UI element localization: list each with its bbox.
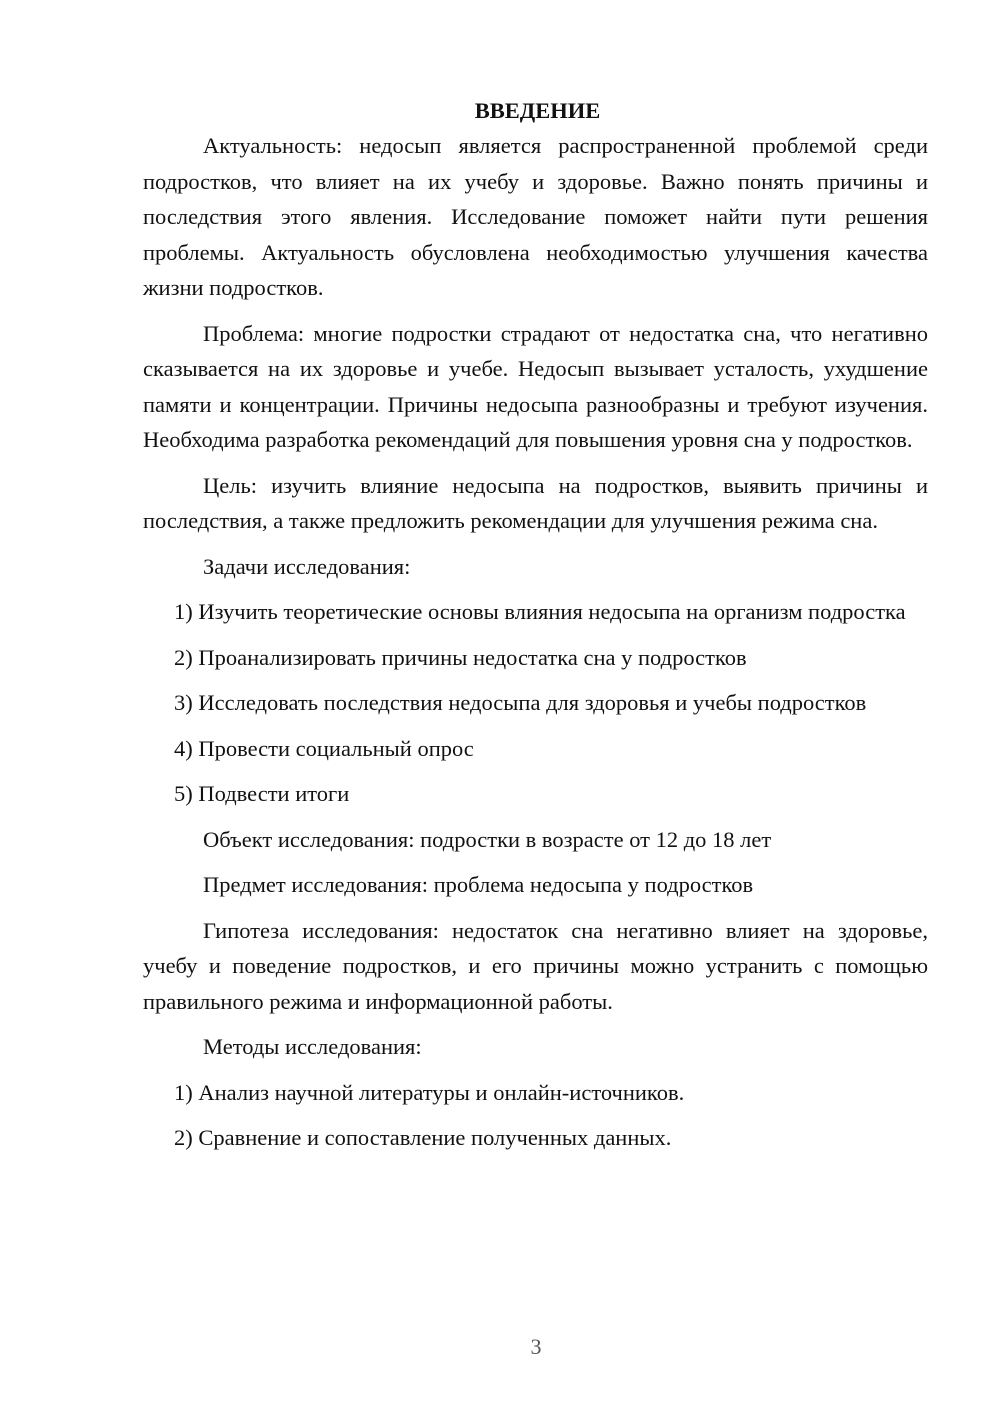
task-item-3: 3) Исследовать последствия недосыпа для здоровья и учебы подростков [174, 690, 867, 715]
task-item-2: 2) Проанализировать причины недостатка сна у подростков [174, 644, 747, 670]
task-item-5: 5) Подвести итоги [174, 781, 350, 806]
problem-paragraph: Проблема: многие подростки страдают от недостатка сна, что негативно сказывается на их здоровье и учебе. Недосып вызывает усталость, ухудшение памяти и концентрации. Причины недосыпа разнообразны и требуют изучения. Необходима разработка рекомендаций для повышения уровня сна у подростков. [143, 320, 928, 452]
task-item-1: 1) Изучить теоретические основы влияния недосыпа на организм подростка [174, 599, 906, 624]
document-page [143, 93, 928, 1156]
page-number: 3 [530, 1334, 542, 1359]
method-item-2: 2) Сравнение и сопоставление полученных данных. [174, 1125, 672, 1150]
goal-paragraph: Цель: изучить влияние недосыпа на подростков, выявить причины и последствия, а также предложить рекомендации для улучшения режима сна. [143, 472, 928, 533]
method-item-1: 1) Анализ научной литературы и онлайн-источников. [174, 1079, 685, 1105]
hypothesis-paragraph: Гипотеза исследования: недостаток сна негативно влияет на здоровье, учебу и поведение подростков, и его причины можно устранить с помощью правильного режима и информационной работы. [143, 917, 928, 1014]
page-title: ВВЕДЕНИЕ [474, 98, 601, 123]
methods-heading: Методы исследования: [203, 1034, 422, 1059]
object-line: Объект исследования: подростки в возрасте от 12 до 18 лет [203, 826, 772, 852]
subject-line: Предмет исследования: проблема недосыпа у подростков [203, 872, 754, 897]
actuality-paragraph: Актуальность: недосып является распространенной проблемой среди подростков, что влияет на их учебу и здоровье. Важно понять причины и последствия этого явления. Исследование поможет найти пути решения проблемы. Актуальность обусловлена необходимостью улучшения качества жизни подростков. [143, 133, 928, 300]
task-item-4: 4) Провести социальный опрос [174, 735, 474, 761]
tasks-heading: Задачи исследования: [203, 553, 411, 579]
